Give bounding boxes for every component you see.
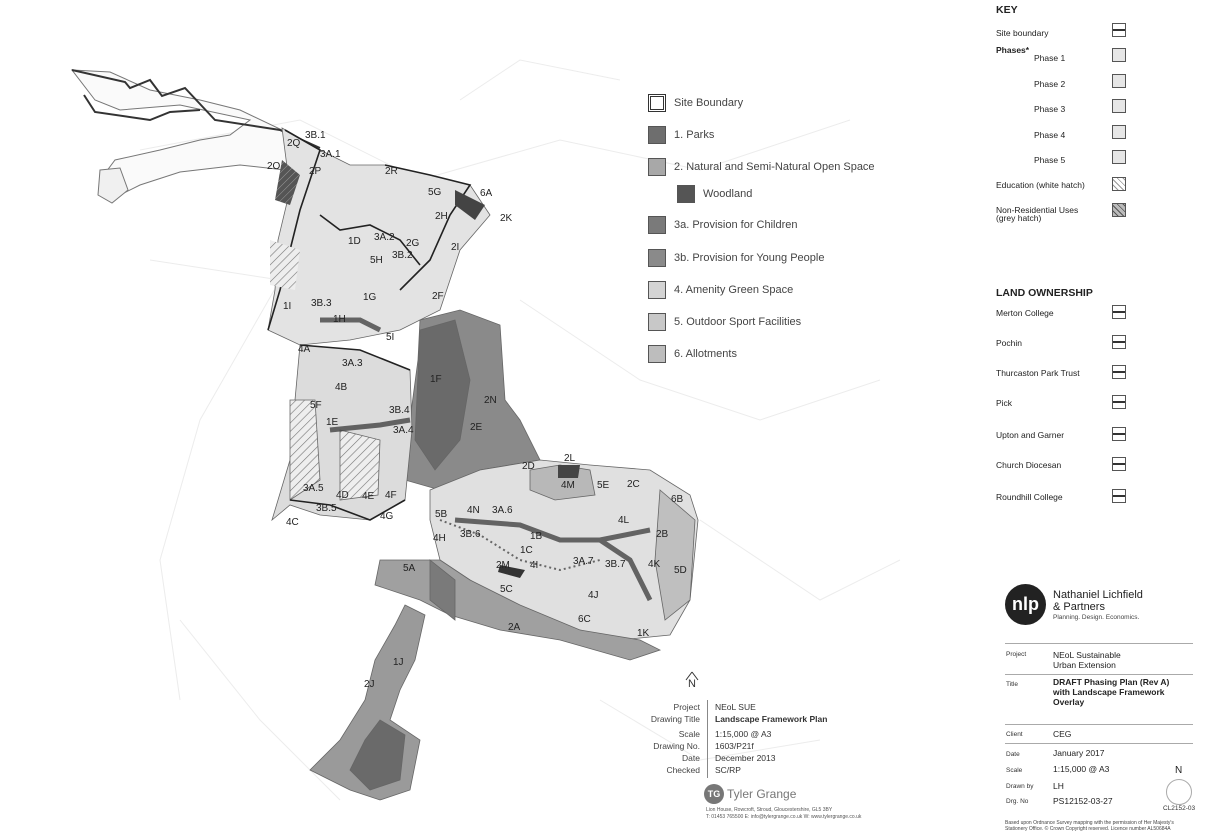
ownership-swatch (1112, 489, 1126, 503)
title-line-2: with Landscape Framework (1053, 687, 1165, 697)
tg-brand: Tyler Grange (727, 787, 797, 801)
tg-row-value: SC/RP (715, 765, 741, 775)
landscape-legend-swatch (648, 126, 666, 144)
tg-divider (707, 700, 708, 778)
map-label: 3B.1 (305, 130, 326, 141)
map-label: 1G (363, 292, 377, 303)
tg-logo-mark: TG (704, 784, 724, 804)
landscape-legend-label: 4. Amenity Green Space (674, 284, 794, 296)
map-label: 5D (674, 565, 687, 576)
key-phase-swatch (1112, 150, 1126, 164)
key-phase-swatch (1112, 74, 1126, 88)
map-label: 1J (393, 657, 404, 668)
map-label: 2N (484, 395, 497, 406)
tg-row-label: Project (673, 702, 700, 712)
map-label: 3A.2 (374, 232, 395, 243)
title-line-3: Overlay (1053, 697, 1085, 707)
map-label: 3A.1 (320, 149, 341, 160)
title-line-1: DRAFT Phasing Plan (Rev A) (1053, 677, 1170, 687)
tg-logo (704, 784, 796, 804)
key-nonres-label: Non-Residential Uses (grey hatch) (996, 205, 1079, 223)
tg-row-value: Landscape Framework Plan (715, 714, 828, 724)
firm-name-1: Nathaniel Lichfield (1053, 589, 1143, 601)
map-label: 2F (432, 291, 444, 302)
tg-row-value: December 2013 (715, 753, 776, 763)
map-label: 2M (496, 560, 510, 571)
key-nonres-swatch (1112, 203, 1126, 217)
nlp-logo-text: nlp (1012, 594, 1039, 614)
landscape-legend-swatch (648, 94, 666, 112)
firm-name-2: & Partners (1053, 601, 1105, 613)
map-label: 4B (335, 382, 348, 393)
landscape-legend-item (648, 249, 824, 267)
map-label: 5B (435, 509, 448, 520)
map-label: 2O (267, 161, 281, 172)
date-value: January 2017 (1053, 748, 1105, 758)
site-body (268, 128, 698, 800)
drawn-value: LH (1053, 781, 1064, 791)
map-label: 4D (336, 490, 349, 501)
map-label: 6A (480, 188, 493, 199)
map-label: 4L (618, 515, 630, 526)
ownership-item: Pochin (996, 338, 1022, 348)
map-label: 4F (385, 490, 397, 501)
map-label: 4C (286, 517, 299, 528)
landscape-legend-swatch (648, 281, 666, 299)
key-phase: Phase 3 (1034, 104, 1066, 114)
map-label: 2D (522, 461, 535, 472)
nlp-north-icon (1166, 779, 1192, 805)
map-label: 2K (500, 213, 513, 224)
tb-rule-4 (1005, 743, 1193, 744)
landscape-legend-label: Woodland (703, 188, 753, 200)
map-label: 4M (561, 480, 575, 491)
ownership-item: Upton and Garner (996, 430, 1065, 440)
tb-rule-2 (1005, 674, 1193, 675)
landscape-legend-item (648, 216, 798, 234)
map-label: 1B (530, 531, 543, 542)
project-line-1: NEoL Sustainable (1053, 650, 1121, 660)
ownership-swatch (1112, 457, 1126, 471)
tg-address: Lion House, Rowcroft, Stroud, Gloucestershire, GL5 3BY (706, 807, 833, 813)
drawn-label: Drawn by (1006, 783, 1034, 790)
landscape-legend-swatch (648, 345, 666, 363)
key-education-swatch (1112, 177, 1126, 191)
landscape-legend-item (648, 126, 714, 144)
map-label: 2A (508, 622, 521, 633)
landscape-legend-item (648, 313, 801, 331)
tg-row-label: Date (682, 753, 700, 763)
key-site-boundary-swatch (1112, 23, 1126, 37)
key-phase: Phase 2 (1034, 78, 1066, 89)
landscape-legend-label: 2. Natural and Semi-Natural Open Space (674, 161, 875, 173)
key-phase-swatch (1112, 99, 1126, 113)
landscape-legend-label: Site Boundary (674, 97, 744, 109)
ownership-item: Merton College (996, 308, 1054, 318)
map-label: 3B.2 (392, 250, 413, 261)
map-label: 4J (588, 590, 599, 601)
map-label: 5A (403, 563, 416, 574)
map-label: 2G (406, 238, 420, 249)
key-nonres (996, 206, 1096, 222)
landscape-legend-label: 3b. Provision for Young People (674, 252, 825, 264)
drg-value: PS12152-03-27 (1053, 796, 1113, 806)
map-label: 3A.4 (393, 425, 414, 436)
tg-row-label: Scale (678, 729, 700, 739)
map-label: 5H (370, 255, 383, 266)
map-label: 2I (451, 242, 460, 253)
map-label: 4G (380, 511, 394, 522)
map-north-label: N (688, 678, 696, 690)
map-label: 2P (309, 166, 322, 177)
landscape-legend-item (648, 158, 875, 176)
landscape-legend-label: 3a. Provision for Children (674, 219, 798, 231)
key-phase: Phase 4 (1034, 129, 1066, 140)
key-site-boundary-label: Site boundary (996, 28, 1049, 38)
ownership-item: Roundhill College (996, 492, 1063, 502)
landscape-legend-item (648, 281, 793, 299)
ownership-swatch (1112, 305, 1126, 319)
map-label: 5I (386, 332, 395, 343)
landscape-legend-swatch (648, 158, 666, 176)
date-label: Date (1006, 751, 1020, 758)
tg-row-value: NEoL SUE (715, 702, 756, 712)
map-label: 2J (364, 679, 375, 690)
landscape-legend-item (677, 185, 752, 203)
client-value: CEG (1053, 729, 1072, 739)
key-panel (996, 0, 1210, 834)
map-label: 2C (627, 479, 640, 490)
ownership-item: Church Diocesan (996, 460, 1062, 470)
tg-row-label: Drawing No. (653, 741, 700, 751)
key-education-label: Education (white hatch) (996, 180, 1085, 190)
map-label: 3B.7 (605, 559, 626, 570)
map-label: 6C (578, 614, 591, 625)
map-label: 1C (520, 545, 533, 556)
ownership-title: LAND OWNERSHIP (996, 287, 1093, 299)
landscape-legend-item (648, 345, 737, 363)
key-phase-swatch (1112, 125, 1126, 139)
scale-label: Scale (1006, 767, 1023, 774)
ownership-swatch (1112, 335, 1126, 349)
map-label: 4E (362, 491, 375, 502)
map-label: 5C (500, 584, 513, 595)
map-label: 1E (326, 417, 339, 428)
map-label: 2R (385, 166, 398, 177)
landscape-legend-label: 1. Parks (674, 129, 715, 141)
key-phase-swatch (1112, 48, 1126, 62)
map-label: 4N (467, 505, 480, 516)
ownership-swatch (1112, 427, 1126, 441)
tg-row-value: 1:15,000 @ A3 (715, 729, 772, 739)
nlp-ref: CL2152-03 (1163, 805, 1196, 812)
map-label: 4I (530, 560, 539, 571)
ownership-item: Thurcaston Park Trust (996, 368, 1080, 378)
map-label: 2Q (287, 138, 301, 149)
tb-rule-3 (1005, 724, 1193, 725)
nlp-north-label: N (1175, 765, 1183, 776)
map-label: 5G (428, 187, 442, 198)
map-label: 5E (597, 480, 610, 491)
map-label: 4K (648, 559, 661, 570)
map-label: 2B (656, 529, 669, 540)
footer-line-2: Stationery Office. © Crown Copyright reserved. Licence number AL50684A (1005, 826, 1171, 832)
firm-tagline: Planning. Design. Economics. (1053, 614, 1140, 621)
tg-row-value: 1603/P21f (715, 741, 754, 751)
map-label: 1H (333, 314, 346, 325)
map-label: 3A.5 (303, 483, 324, 494)
map-label: 3B.5 (316, 503, 337, 514)
map-label: 3B.6 (460, 529, 481, 540)
map-label: 4H (433, 533, 446, 544)
landscape-legend-item (648, 94, 743, 112)
tg-contact: T: 01453 765500 E: info@tylergrange.co.uk W: www.tylergrange.co.uk (706, 814, 862, 820)
nlp-logo (1005, 584, 1046, 625)
map-label: 4A (298, 344, 311, 355)
landscape-legend-swatch (677, 185, 695, 203)
project-label: Project (1006, 651, 1027, 658)
landscape-legend-swatch (648, 216, 666, 234)
map-label: 2H (435, 211, 448, 222)
ownership-item: Pick (996, 398, 1013, 408)
landscape-legend-swatch (648, 249, 666, 267)
key-phase: Phase 1 (1034, 53, 1066, 63)
tb-rule-1 (1005, 643, 1193, 644)
map-label: 1K (637, 628, 650, 639)
map-label: 3A.3 (342, 358, 363, 369)
ownership-swatch (1112, 365, 1126, 379)
footer-line-1: Based upon Ordnance Survey mapping with the permission of Her Majesty's (1005, 820, 1174, 826)
map-label: 1I (283, 301, 292, 312)
key-title: KEY (996, 4, 1018, 16)
ownership-swatch (1112, 395, 1126, 409)
project-line-2: Urban Extension (1053, 660, 1116, 670)
key-phase: Phase 5 (1034, 155, 1066, 165)
map-label: 5F (310, 400, 322, 411)
map-label: 1F (430, 374, 442, 385)
landscape-legend-swatch (648, 313, 666, 331)
map-label: 3B.3 (311, 298, 332, 309)
title-label: Title (1006, 681, 1019, 688)
map-label: 1D (348, 236, 361, 247)
map-label: 3A.7 (573, 556, 594, 567)
key-phases-title-label: Phases* (996, 45, 1030, 55)
map-label: 2L (564, 453, 576, 464)
tg-row-label: Checked (666, 765, 700, 775)
map-label: 3A.6 (492, 505, 513, 516)
landscape-legend-label: 5. Outdoor Sport Facilities (674, 316, 802, 328)
landscape-legend-label: 6. Allotments (674, 348, 737, 360)
client-label: Client (1006, 731, 1023, 738)
scale-value: 1:15,000 @ A3 (1053, 764, 1110, 774)
map-label: 2E (470, 422, 483, 433)
drg-label: Drg. No (1006, 798, 1029, 805)
map-north-arrow (686, 672, 698, 690)
map-label: 3B.4 (389, 405, 410, 416)
tg-row-label: Drawing Title (650, 714, 700, 724)
map-label: 6B (671, 494, 684, 505)
